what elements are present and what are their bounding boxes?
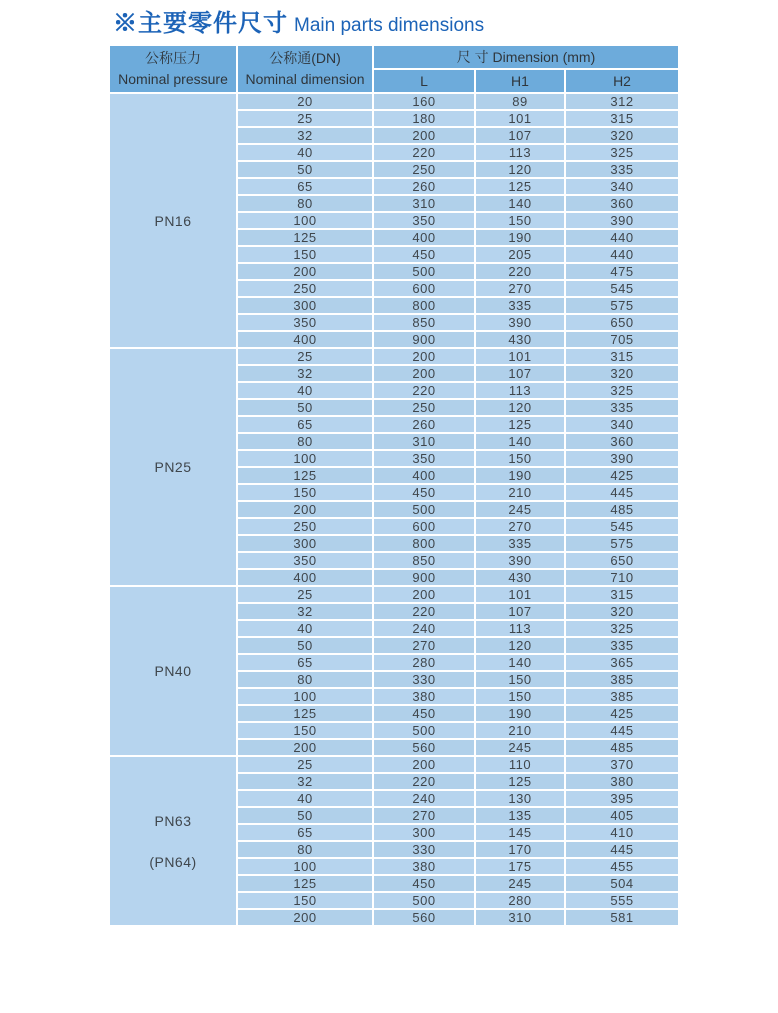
dn-cell: 250 — [237, 518, 373, 535]
header-dn-zh: 公称通(DN) — [269, 50, 341, 66]
h1-cell: 113 — [475, 144, 565, 161]
l-cell: 500 — [373, 892, 475, 909]
l-cell: 500 — [373, 263, 475, 280]
l-cell: 220 — [373, 603, 475, 620]
h1-cell: 430 — [475, 331, 565, 348]
header-pressure-zh: 公称压力 — [145, 50, 201, 66]
pressure-cell — [109, 756, 237, 926]
h1-cell: 245 — [475, 875, 565, 892]
h2-cell: 710 — [565, 569, 679, 586]
page-title-zh: ※主要零件尺寸 — [113, 10, 288, 37]
h2-cell: 325 — [565, 620, 679, 637]
dn-cell: 150 — [237, 722, 373, 739]
l-cell: 560 — [373, 909, 475, 926]
h2-cell: 650 — [565, 314, 679, 331]
h1-cell: 140 — [475, 654, 565, 671]
dn-cell: 40 — [237, 620, 373, 637]
h2-cell: 315 — [565, 586, 679, 603]
table-body — [109, 93, 679, 926]
h2-cell: 425 — [565, 705, 679, 722]
h1-cell: 101 — [475, 586, 565, 603]
l-cell: 350 — [373, 212, 475, 229]
l-cell: 900 — [373, 569, 475, 586]
h1-cell: 170 — [475, 841, 565, 858]
header-pressure-en: Nominal pressure — [118, 71, 228, 87]
l-cell: 500 — [373, 501, 475, 518]
h1-cell: 150 — [475, 450, 565, 467]
h2-cell: 385 — [565, 688, 679, 705]
l-cell: 180 — [373, 110, 475, 127]
dn-cell: 200 — [237, 739, 373, 756]
h2-cell: 360 — [565, 195, 679, 212]
dn-cell: 25 — [237, 586, 373, 603]
dn-cell: 100 — [237, 688, 373, 705]
l-cell: 450 — [373, 246, 475, 263]
dn-cell: 25 — [237, 348, 373, 365]
h1-cell: 190 — [475, 467, 565, 484]
pressure-cell — [109, 93, 237, 348]
h1-cell: 210 — [475, 484, 565, 501]
h1-cell: 210 — [475, 722, 565, 739]
h2-cell: 370 — [565, 756, 679, 773]
dn-cell: 50 — [237, 637, 373, 654]
h1-cell: 135 — [475, 807, 565, 824]
dn-cell: 200 — [237, 263, 373, 280]
l-cell: 220 — [373, 144, 475, 161]
h1-cell: 245 — [475, 501, 565, 518]
pressure-label: PN25 — [154, 459, 192, 475]
dn-cell: 300 — [237, 535, 373, 552]
l-cell: 280 — [373, 654, 475, 671]
h1-cell: 175 — [475, 858, 565, 875]
l-cell: 600 — [373, 280, 475, 297]
dn-cell: 80 — [237, 671, 373, 688]
h2-cell: 445 — [565, 484, 679, 501]
l-cell: 900 — [373, 331, 475, 348]
pressure-label: PN40 — [154, 663, 192, 679]
l-cell: 330 — [373, 671, 475, 688]
h2-cell: 650 — [565, 552, 679, 569]
dn-cell: 25 — [237, 110, 373, 127]
dn-cell: 200 — [237, 501, 373, 518]
dn-cell: 50 — [237, 161, 373, 178]
dn-cell: 65 — [237, 416, 373, 433]
dn-cell: 150 — [237, 484, 373, 501]
l-cell: 260 — [373, 178, 475, 195]
l-cell: 200 — [373, 586, 475, 603]
h1-cell: 190 — [475, 705, 565, 722]
h2-cell: 455 — [565, 858, 679, 875]
header-pressure — [109, 45, 237, 93]
h2-cell: 315 — [565, 110, 679, 127]
h2-cell: 485 — [565, 501, 679, 518]
h1-cell: 390 — [475, 314, 565, 331]
l-cell: 200 — [373, 365, 475, 382]
dn-cell: 400 — [237, 569, 373, 586]
l-cell: 250 — [373, 161, 475, 178]
h2-cell: 504 — [565, 875, 679, 892]
h2-cell: 385 — [565, 671, 679, 688]
dn-cell: 350 — [237, 314, 373, 331]
h1-cell: 89 — [475, 93, 565, 110]
pressure-cell — [109, 348, 237, 586]
l-cell: 220 — [373, 382, 475, 399]
dn-cell: 32 — [237, 365, 373, 382]
dn-cell: 65 — [237, 824, 373, 841]
l-cell: 310 — [373, 433, 475, 450]
h1-cell: 430 — [475, 569, 565, 586]
l-cell: 400 — [373, 467, 475, 484]
h2-cell: 340 — [565, 416, 679, 433]
dimensions-table — [108, 44, 680, 927]
h1-cell: 390 — [475, 552, 565, 569]
h2-cell: 705 — [565, 331, 679, 348]
dn-cell: 400 — [237, 331, 373, 348]
h2-cell: 320 — [565, 127, 679, 144]
pressure-alt-label: (PN64) — [149, 853, 197, 870]
dn-cell: 150 — [237, 246, 373, 263]
l-cell: 270 — [373, 637, 475, 654]
dn-cell: 80 — [237, 433, 373, 450]
h2-cell: 440 — [565, 246, 679, 263]
h2-cell: 340 — [565, 178, 679, 195]
h2-cell: 395 — [565, 790, 679, 807]
dn-cell: 32 — [237, 603, 373, 620]
l-cell: 160 — [373, 93, 475, 110]
header-sub-l: L — [373, 69, 475, 93]
dn-cell: 250 — [237, 280, 373, 297]
dn-cell: 125 — [237, 875, 373, 892]
h1-cell: 205 — [475, 246, 565, 263]
table-header — [109, 45, 679, 93]
h2-cell: 325 — [565, 382, 679, 399]
h1-cell: 113 — [475, 620, 565, 637]
dn-cell: 50 — [237, 807, 373, 824]
dn-cell: 40 — [237, 790, 373, 807]
l-cell: 240 — [373, 790, 475, 807]
dn-cell: 32 — [237, 127, 373, 144]
h1-cell: 125 — [475, 416, 565, 433]
l-cell: 500 — [373, 722, 475, 739]
h1-cell: 107 — [475, 365, 565, 382]
h1-cell: 150 — [475, 212, 565, 229]
h1-cell: 101 — [475, 110, 565, 127]
l-cell: 450 — [373, 705, 475, 722]
h1-cell: 335 — [475, 535, 565, 552]
h2-cell: 335 — [565, 399, 679, 416]
h1-cell: 150 — [475, 671, 565, 688]
dn-cell: 65 — [237, 178, 373, 195]
h2-cell: 390 — [565, 212, 679, 229]
h2-cell: 425 — [565, 467, 679, 484]
l-cell: 450 — [373, 875, 475, 892]
pressure-cell — [109, 586, 237, 756]
h1-cell: 125 — [475, 178, 565, 195]
h2-cell: 335 — [565, 637, 679, 654]
dn-cell: 50 — [237, 399, 373, 416]
h2-cell: 315 — [565, 348, 679, 365]
header-sub-h1: H1 — [475, 69, 565, 93]
h2-cell: 445 — [565, 722, 679, 739]
l-cell: 220 — [373, 773, 475, 790]
dn-cell: 100 — [237, 212, 373, 229]
dn-cell: 200 — [237, 909, 373, 926]
h1-cell: 220 — [475, 263, 565, 280]
table-row — [109, 756, 679, 773]
h1-cell: 120 — [475, 637, 565, 654]
dn-cell: 350 — [237, 552, 373, 569]
h2-cell: 545 — [565, 518, 679, 535]
dn-cell: 125 — [237, 229, 373, 246]
l-cell: 200 — [373, 127, 475, 144]
page-title-en: Main parts dimensions — [294, 15, 485, 36]
dn-cell: 125 — [237, 705, 373, 722]
h1-cell: 125 — [475, 773, 565, 790]
h1-cell: 110 — [475, 756, 565, 773]
l-cell: 850 — [373, 552, 475, 569]
h1-cell: 245 — [475, 739, 565, 756]
h2-cell: 475 — [565, 263, 679, 280]
l-cell: 240 — [373, 620, 475, 637]
header-dn — [237, 45, 373, 93]
h1-cell: 150 — [475, 688, 565, 705]
dn-cell: 20 — [237, 93, 373, 110]
l-cell: 330 — [373, 841, 475, 858]
h2-cell: 365 — [565, 654, 679, 671]
h1-cell: 107 — [475, 603, 565, 620]
l-cell: 380 — [373, 688, 475, 705]
l-cell: 560 — [373, 739, 475, 756]
h1-cell: 145 — [475, 824, 565, 841]
l-cell: 260 — [373, 416, 475, 433]
h2-cell: 360 — [565, 433, 679, 450]
h2-cell: 380 — [565, 773, 679, 790]
h2-cell: 312 — [565, 93, 679, 110]
pressure-label: PN16 — [154, 212, 192, 229]
table-row — [109, 586, 679, 603]
l-cell: 270 — [373, 807, 475, 824]
dn-cell: 125 — [237, 467, 373, 484]
l-cell: 250 — [373, 399, 475, 416]
table-row — [109, 348, 679, 365]
l-cell: 200 — [373, 348, 475, 365]
h2-cell: 335 — [565, 161, 679, 178]
dn-cell: 25 — [237, 756, 373, 773]
dn-cell: 80 — [237, 195, 373, 212]
l-cell: 350 — [373, 450, 475, 467]
l-cell: 600 — [373, 518, 475, 535]
h1-cell: 130 — [475, 790, 565, 807]
h1-cell: 335 — [475, 297, 565, 314]
l-cell: 450 — [373, 484, 475, 501]
h2-cell: 575 — [565, 297, 679, 314]
l-cell: 800 — [373, 297, 475, 314]
h2-cell: 320 — [565, 603, 679, 620]
h2-cell: 405 — [565, 807, 679, 824]
h2-cell: 320 — [565, 365, 679, 382]
dn-cell: 100 — [237, 858, 373, 875]
h1-cell: 140 — [475, 195, 565, 212]
header-dn-en: Nominal dimension — [245, 71, 365, 87]
h2-cell: 410 — [565, 824, 679, 841]
h1-cell: 140 — [475, 433, 565, 450]
l-cell: 380 — [373, 858, 475, 875]
h2-cell: 545 — [565, 280, 679, 297]
h1-cell: 101 — [475, 348, 565, 365]
h1-cell: 270 — [475, 518, 565, 535]
l-cell: 400 — [373, 229, 475, 246]
header-sub-h2: H2 — [565, 69, 679, 93]
h2-cell: 325 — [565, 144, 679, 161]
h1-cell: 310 — [475, 909, 565, 926]
h2-cell: 440 — [565, 229, 679, 246]
h1-cell: 270 — [475, 280, 565, 297]
h1-cell: 120 — [475, 399, 565, 416]
dn-cell: 40 — [237, 382, 373, 399]
h2-cell: 390 — [565, 450, 679, 467]
h1-cell: 107 — [475, 127, 565, 144]
h2-cell: 581 — [565, 909, 679, 926]
h1-cell: 113 — [475, 382, 565, 399]
dn-cell: 65 — [237, 654, 373, 671]
l-cell: 850 — [373, 314, 475, 331]
dn-cell: 100 — [237, 450, 373, 467]
h1-cell: 190 — [475, 229, 565, 246]
page-title — [113, 3, 484, 38]
h2-cell: 445 — [565, 841, 679, 858]
h1-cell: 280 — [475, 892, 565, 909]
dn-cell: 40 — [237, 144, 373, 161]
l-cell: 800 — [373, 535, 475, 552]
h2-cell: 575 — [565, 535, 679, 552]
dn-cell: 150 — [237, 892, 373, 909]
table-row — [109, 93, 679, 110]
dn-cell: 32 — [237, 773, 373, 790]
l-cell: 200 — [373, 756, 475, 773]
dn-cell: 300 — [237, 297, 373, 314]
l-cell: 300 — [373, 824, 475, 841]
dn-cell: 80 — [237, 841, 373, 858]
l-cell: 310 — [373, 195, 475, 212]
h2-cell: 485 — [565, 739, 679, 756]
pressure-label: PN63 — [154, 812, 192, 829]
h1-cell: 120 — [475, 161, 565, 178]
header-dimension-group: 尺 寸 Dimension (mm) — [373, 45, 679, 69]
h2-cell: 555 — [565, 892, 679, 909]
